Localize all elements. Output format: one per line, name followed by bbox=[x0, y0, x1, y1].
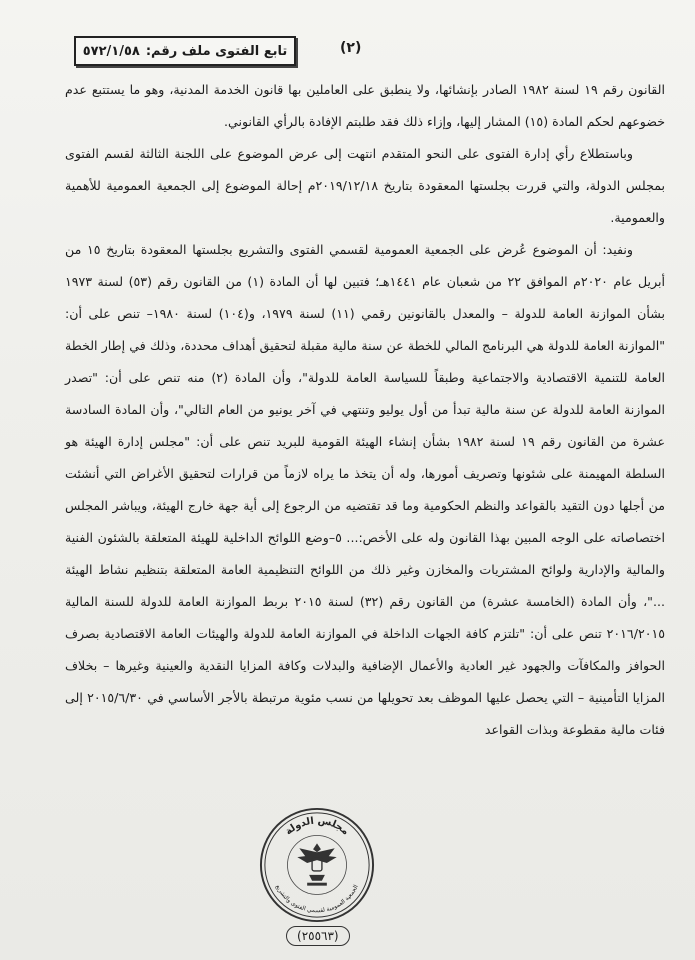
document-body bbox=[65, 74, 665, 746]
svg-text:الجمعية العمومية لقسمي الفتوى bbox=[274, 884, 360, 914]
seal-top-text: مجلس الدولة bbox=[283, 815, 351, 838]
page-number: (٢) bbox=[340, 40, 362, 56]
paragraph: ونفيد: أن الموضوع عُرض على الجمعية العمومية لقسمي الفتوى والتشريع بجلستها المعقودة بتاريخ ١٥ من أبريل عام ٢٠٢٠م الموافق ٢٢ من شعبان عام ١٤٤١هـ؛ فتبين لها أن المادة (١) من القانون رقم (٥٣) لسنة ١٩٧٣ بشأن الموازنة العامة للدولة – والمعدل بالقانونين رقمي (١١) لسنة ١٩٧٩، و(١٠٤) لسنة ١٩٨٠– تنص على أن: "الموازنة العامة للدولة هي البرنامج المالي للخطة عن سنة مالية مقبلة لتحقيق أهداف محددة، وذلك في إطار الخطة العامة للتنمية الاقتصادية والاجتماعية وطبقاً للسياسة العامة للدولة"، وأن المادة (٢) منه تنص على أن: "تصدر الموازنة العامة للدولة عن سنة مالية تبدأ من أول يوليو وتنتهي في آخر يونيو من العام التالي"، وأن المادة السادسة عشرة من القانون رقم ١٩ لسنة ١٩٨٢ بشأن إنشاء الهيئة القومية للبريد تنص على أن: "مجلس إدارة الهيئة هو السلطة المهيمنة على شئونها وتصريف أمورها، وله أن يتخذ ما يراه لازماً من قرارات لتحقيق الأغراض التي أنشئت من أجلها دون التقيد بالقواعد والنظم الحكومية وما قد تقتضيه من الرجوع إلى أية جهة خارج الهيئة، ويباشر المجلس اختصاصاته على الوجه المبين بهذا القانون وله على الأخص:... ٥–وضع اللوائح الداخلية للهيئة المتعلقة بالشئون الفنية والمالية والإدارية ولوائح المشتريات والمخازن وغير ذلك من اللوائح التنظيمية العامة المتعلقة بتنظيم نشاط الهيئة ..."، وأن المادة (الخامسة عشرة) من القانون رقم (٣٢) لسنة ٢٠١٥ بربط الموازنة العامة للدولة للسنة المالية ٢٠١٦/٢٠١٥ تنص على أن: "تلتزم كافة الجهات الداخلة في الموازنة العامة للدولة والهيئات العامة الاقتصادية بصرف الحوافز والمكافآت والجهود غير العادية والأعمال الإضافية والبدلات وكافة المزايا النقدية والعينية وغيرها – بخلاف المزايا التأمينية – التي يحصل عليها الموظف بعد تحويلها من نسب مئوية مرتبطة بالأجر الأساسي في ٢٠١٥/٦/٣٠ إلى فئات مالية مقطوعة وبذات القواعد bbox=[65, 242, 666, 737]
file-header-label: تابع الفتوى ملف رقم: bbox=[145, 43, 288, 59]
file-number: ٥٧٢/١/٥٨ bbox=[82, 43, 140, 59]
file-header-box bbox=[74, 36, 296, 66]
eagle-emblem-icon bbox=[297, 843, 336, 885]
council-seal bbox=[258, 806, 376, 924]
paragraph: القانون رقم ١٩ لسنة ١٩٨٢ الصادر بإنشائها، ولا ينطبق على العاملين بها قانون الخدمة المدنية، وهو ما يستتبع عدم خضوعهم لحكم المادة (١٥) المشار إليها، وإزاء ذلك فقد طلبتم الإفادة بالرأي القانوني. bbox=[65, 82, 665, 129]
paragraph: وباستطلاع رأي إدارة الفتوى على النحو المتقدم انتهت إلى عرض الموضوع على اللجنة الثالثة لقسم الفتوى بمجلس الدولة، والتي قررت بجلستها المعقودة بتاريخ ٢٠١٩/١٢/١٨م إحالة الموضوع إلى الجمعية العمومية للأهمية والعمومية. bbox=[65, 146, 665, 225]
seal-bottom-text: الجمعية العمومية لقسمي الفتوى والتشريع bbox=[274, 884, 360, 915]
registration-stamp: (٢٥٥٦٣) bbox=[286, 926, 350, 946]
